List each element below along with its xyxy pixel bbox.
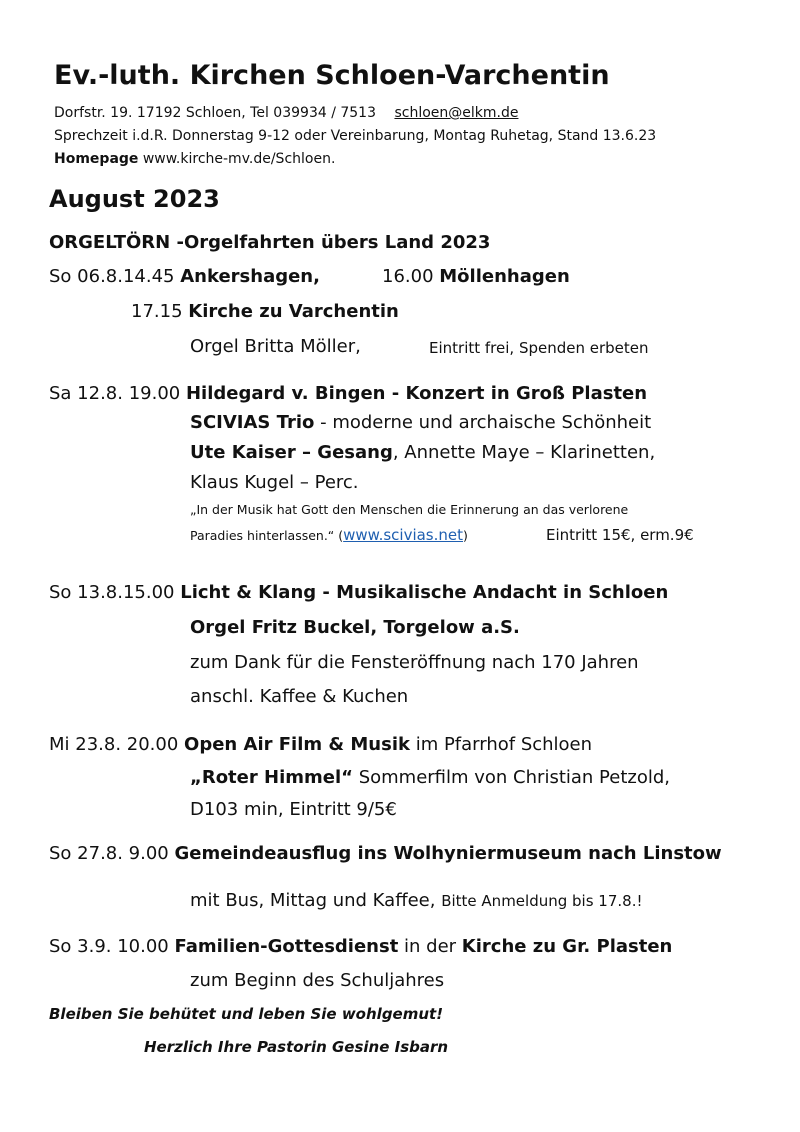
homepage-label: Homepage xyxy=(54,151,139,167)
event-6-date: So 3.9. 10.00 xyxy=(49,936,175,957)
event-4-film-line xyxy=(190,767,670,788)
event-2-trio-desc: - moderne und archaische Schönheit xyxy=(314,412,652,433)
event-6-line-2: zum Beginn des Schuljahres xyxy=(190,970,445,991)
event-5-line-1 xyxy=(49,843,722,864)
event-1-time-3: 17.15 xyxy=(131,301,189,322)
event-3-line-3: anschl. Kaffee & Kuchen xyxy=(190,686,409,707)
event-1-second-stop xyxy=(382,266,570,287)
event-4-film: „Roter Himmel“ xyxy=(190,767,353,788)
church-title: Ev.-luth. Kirchen Schloen-Varchentin xyxy=(54,60,610,91)
event-6-mid: in der xyxy=(398,936,462,957)
event-6-place: Kirche zu Gr. Plasten xyxy=(461,936,673,957)
event-6-line-1 xyxy=(49,936,672,957)
event-1-note: Eintritt frei, Spenden erbeten xyxy=(429,339,649,357)
scivias-link[interactable]: www.scivias.net xyxy=(343,526,464,544)
orgeltoern-heading: ORGELTÖRN -Orgelfahrten übers Land 2023 xyxy=(49,232,491,253)
event-4-line-1 xyxy=(49,734,592,755)
event-1-organ: Orgel Britta Möller, xyxy=(190,336,361,357)
event-2-date: Sa 12.8. 19.00 xyxy=(49,383,186,404)
event-3-line-1 xyxy=(49,582,668,603)
month-title: August 2023 xyxy=(49,185,220,213)
closing-signature: Herzlich Ihre Pastorin Gesine Isbarn xyxy=(144,1038,449,1056)
event-2-trio: SCIVIAS Trio xyxy=(190,412,315,433)
event-2-quote-end: ) xyxy=(463,528,468,543)
event-1-time-2: 16.00 xyxy=(382,266,440,287)
event-2-singer: Ute Kaiser – Gesang xyxy=(190,442,393,463)
event-1-date: So 06.8.14.45 xyxy=(49,266,181,287)
event-2-musicians: , Annette Maye – Klarinetten, xyxy=(392,442,656,463)
closing-blessing: Bleiben Sie behütet und leben Sie wohlgemut! xyxy=(49,1005,444,1023)
event-6-title: Familien-Gottesdienst xyxy=(174,936,399,957)
event-2-musicians-line xyxy=(190,442,655,463)
event-5-transport: mit Bus, Mittag und Kaffee, xyxy=(190,890,442,911)
event-4-film-desc: Sommerfilm von Christian Petzold, xyxy=(352,767,670,788)
event-4-details: D103 min, Eintritt 9/5€ xyxy=(190,799,397,820)
event-5-date: So 27.8. 9.00 xyxy=(49,843,175,864)
event-2-quote-2: Paradies hinterlassen.“ ( xyxy=(190,528,344,543)
event-1-place-1: Ankershagen, xyxy=(180,266,320,287)
address-text: Dorfstr. 19. 17192 Schloen, Tel 039934 / 7513 xyxy=(54,105,376,121)
event-2-trio-line xyxy=(190,412,651,433)
event-4-title: Open Air Film & Musik xyxy=(184,734,410,755)
event-4-date: Mi 23.8. 20.00 xyxy=(49,734,185,755)
event-2-line-1 xyxy=(49,383,647,404)
event-1-place-2: Möllenhagen xyxy=(439,266,570,287)
event-2-title: Hildegard v. Bingen - Konzert in Groß Plasten xyxy=(185,383,648,404)
email-link[interactable]: schloen@elkm.de xyxy=(394,105,519,121)
event-1-place-3: Kirche zu Varchentin xyxy=(188,301,399,322)
event-5-title: Gemeindeausflug ins Wolhyniermuseum nach Linstow xyxy=(174,843,722,864)
event-2-entry: Eintritt 15€, erm.9€ xyxy=(546,526,694,544)
event-2-quote-1: „In der Musik hat Gott den Menschen die Erinnerung an das verlorene xyxy=(190,502,629,517)
event-3-date: So 13.8.15.00 xyxy=(49,582,181,603)
event-1-line-1 xyxy=(49,266,320,287)
event-5-registration: Bitte Anmeldung bis 17.8.! xyxy=(441,892,643,910)
address-line xyxy=(54,105,518,121)
office-hours: Sprechzeit i.d.R. Donnerstag 9-12 oder Vereinbarung, Montag Ruhetag, Stand 13.6.23 xyxy=(54,128,657,144)
event-3-organ: Orgel Fritz Buckel, Torgelow a.S. xyxy=(190,617,520,638)
event-3-title: Licht & Klang - Musikalische Andacht in Schloen xyxy=(180,582,669,603)
homepage-url[interactable]: www.kirche-mv.de/Schloen. xyxy=(138,151,336,167)
event-5-line-2 xyxy=(190,890,642,911)
event-3-line-2: zum Dank für die Fensteröffnung nach 170 Jahren xyxy=(190,652,639,673)
event-4-place: im Pfarrhof Schloen xyxy=(409,734,593,755)
homepage-line xyxy=(54,151,335,167)
event-1-line-2 xyxy=(131,301,399,322)
event-2-perc: Klaus Kugel – Perc. xyxy=(190,472,359,493)
event-2-quote-line-2 xyxy=(190,525,468,544)
